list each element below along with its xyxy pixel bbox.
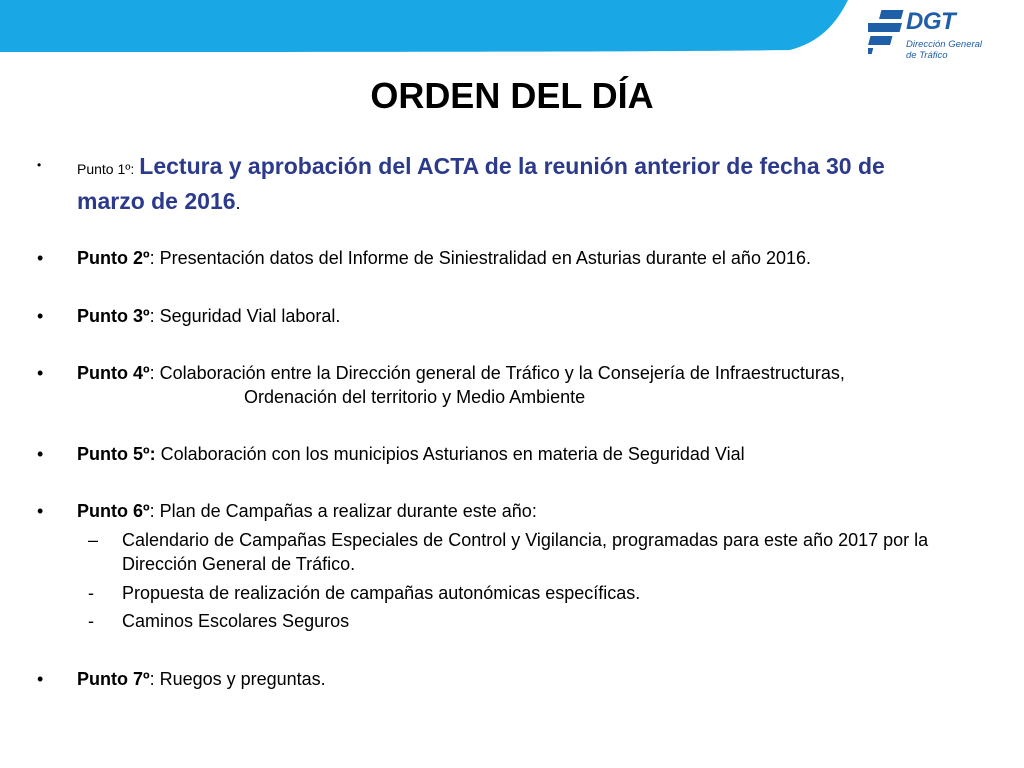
dash-marker: - [88, 611, 94, 631]
dgt-emblem-icon [868, 8, 908, 56]
bullet: • [37, 306, 44, 326]
logo-brand: DGT [906, 8, 956, 35]
item-text: : Colaboración entre la Dirección general de Tráfico y la Consejería de Infraestructuras, [149, 363, 845, 383]
dgt-logo [868, 6, 988, 64]
item-label: Punto 7º [77, 669, 150, 689]
item-text: : Ruegos y preguntas. [149, 669, 326, 689]
item-suffix: . [235, 193, 241, 213]
item-label: Punto 3º [77, 306, 150, 326]
logo-line-2: de Tráfico [906, 50, 948, 61]
item-label: Punto 6º [77, 501, 150, 521]
item-text: Lectura y aprobación del ACTA de la reunión anterior de fecha 30 de marzo de 2016 [77, 153, 885, 214]
bullet: • [37, 444, 44, 464]
bullet: • [37, 501, 44, 521]
dash-marker: – [88, 530, 99, 550]
bullet: • [37, 669, 44, 689]
item-text-line-2: Ordenación del territorio y Medio Ambiente [244, 387, 586, 407]
bullet: • [37, 158, 42, 172]
item-text: Colaboración con los municipios Asturianos en materia de Seguridad Vial [155, 444, 745, 464]
item-text: : Plan de Campañas a realizar durante este año: [149, 501, 537, 521]
item-text: : Presentación datos del Informe de Siniestralidad en Asturias durante el año 2016. [149, 248, 811, 268]
logo-line-1: Dirección General [906, 39, 983, 50]
item-label: Punto 2º [77, 248, 150, 268]
sub-item-text: Caminos Escolares Seguros [122, 611, 350, 631]
bullet: • [37, 248, 44, 268]
item-label: Punto 1º: [77, 161, 135, 177]
bullet: • [37, 363, 44, 383]
item-label: Punto 5º: [77, 444, 156, 464]
page-title: ORDEN DEL DÍA [370, 75, 654, 116]
dash-marker: - [88, 583, 94, 603]
sub-item-text: Propuesta de realización de campañas autonómicas específicas. [122, 583, 641, 603]
sub-item-text: Calendario de Campañas Especiales de Control y Vigilancia, programadas para este año 2017 por la Dirección General de Tráfico. [122, 530, 929, 574]
item-text: : Seguridad Vial laboral. [149, 306, 341, 326]
item-label: Punto 4º [77, 363, 150, 383]
